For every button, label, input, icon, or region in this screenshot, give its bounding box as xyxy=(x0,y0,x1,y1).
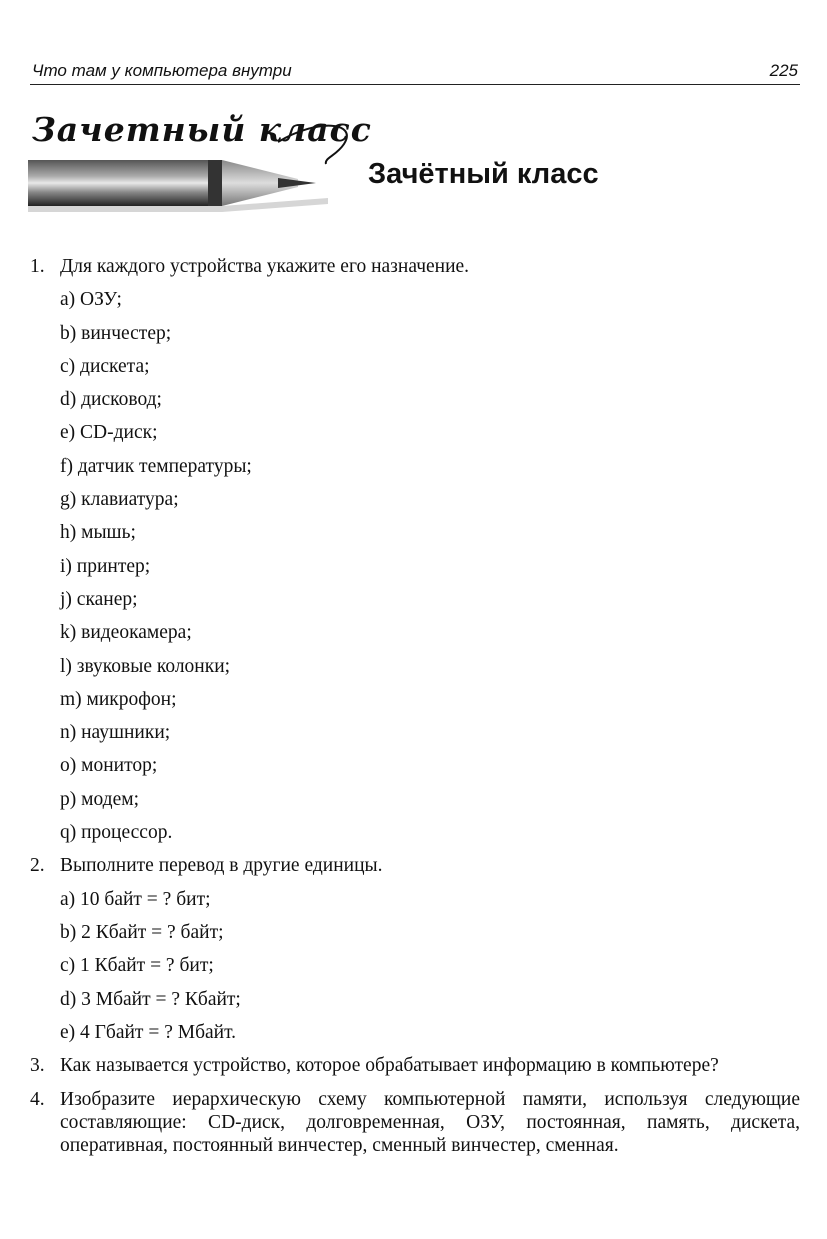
answer-item: n) наушники; xyxy=(60,722,171,744)
answer-item: b) винчестер; xyxy=(60,322,172,344)
answer-item: o) монитор; xyxy=(60,755,158,777)
answer-item: k) видеокамера; xyxy=(60,622,192,644)
answer-item: i) принтер; xyxy=(60,555,151,577)
answer-item: q) процессор. xyxy=(60,822,173,844)
question-number: 1. xyxy=(30,256,45,277)
question-3 xyxy=(30,1049,800,1077)
page-number: 225 xyxy=(769,61,798,80)
question-text: Изобразите иерархическую схему компьютерной памяти, используя следующие составляющие: CD-диск, долговременная, ОЗУ, постоянная, память, дискета, оперативная, постоянный винчестер, сменный винчестер, сменная. xyxy=(60,1089,800,1157)
answer-item: d) 3 Мбайт = ? Кбайт; xyxy=(60,988,241,1010)
answer-item: j) сканер; xyxy=(60,588,138,610)
question-text: Для каждого устройства укажите его назначение. xyxy=(60,256,470,277)
answer-item: b) 2 Кбайт = ? байт; xyxy=(60,921,224,943)
script-title: Зачетный класс xyxy=(32,110,372,149)
answer-item: c) 1 Кбайт = ? бит; xyxy=(60,955,214,977)
answer-item: a) 10 байт = ? бит; xyxy=(60,888,211,910)
answer-item: p) модем; xyxy=(60,788,139,810)
answer-item: a) ОЗУ; xyxy=(60,289,122,311)
question-list xyxy=(30,250,800,1157)
answer-item: m) микрофон; xyxy=(60,688,177,710)
answer-item: c) дискета; xyxy=(60,355,150,377)
question-2 xyxy=(30,849,800,882)
section-banner xyxy=(28,108,788,228)
question-1 xyxy=(30,250,800,283)
answer-item: d) дисковод; xyxy=(60,389,162,411)
question-number: 4. xyxy=(30,1089,45,1111)
question-text: Выполните перевод в другие единицы. xyxy=(60,855,383,877)
answer-item: e) 4 Гбайт = ? Мбайт. xyxy=(60,1021,237,1043)
answer-item: e) CD-диск; xyxy=(60,422,158,444)
answer-item: l) звуковые колонки; xyxy=(60,655,231,677)
question-4 xyxy=(30,1083,800,1157)
question-text: Как называется устройство, которое обрабатывает информацию в компьютере? xyxy=(60,1055,719,1077)
question-number: 3. xyxy=(30,1055,45,1077)
answer-item: g) клавиатура; xyxy=(60,489,179,511)
answer-item: h) мышь; xyxy=(60,522,136,544)
running-header xyxy=(30,58,800,85)
question-number: 2. xyxy=(30,855,45,877)
running-title: Что там у компьютера внутри xyxy=(32,61,292,80)
section-title: Зачётный класс xyxy=(368,158,599,190)
answer-item: f) датчик температуры; xyxy=(60,455,252,477)
